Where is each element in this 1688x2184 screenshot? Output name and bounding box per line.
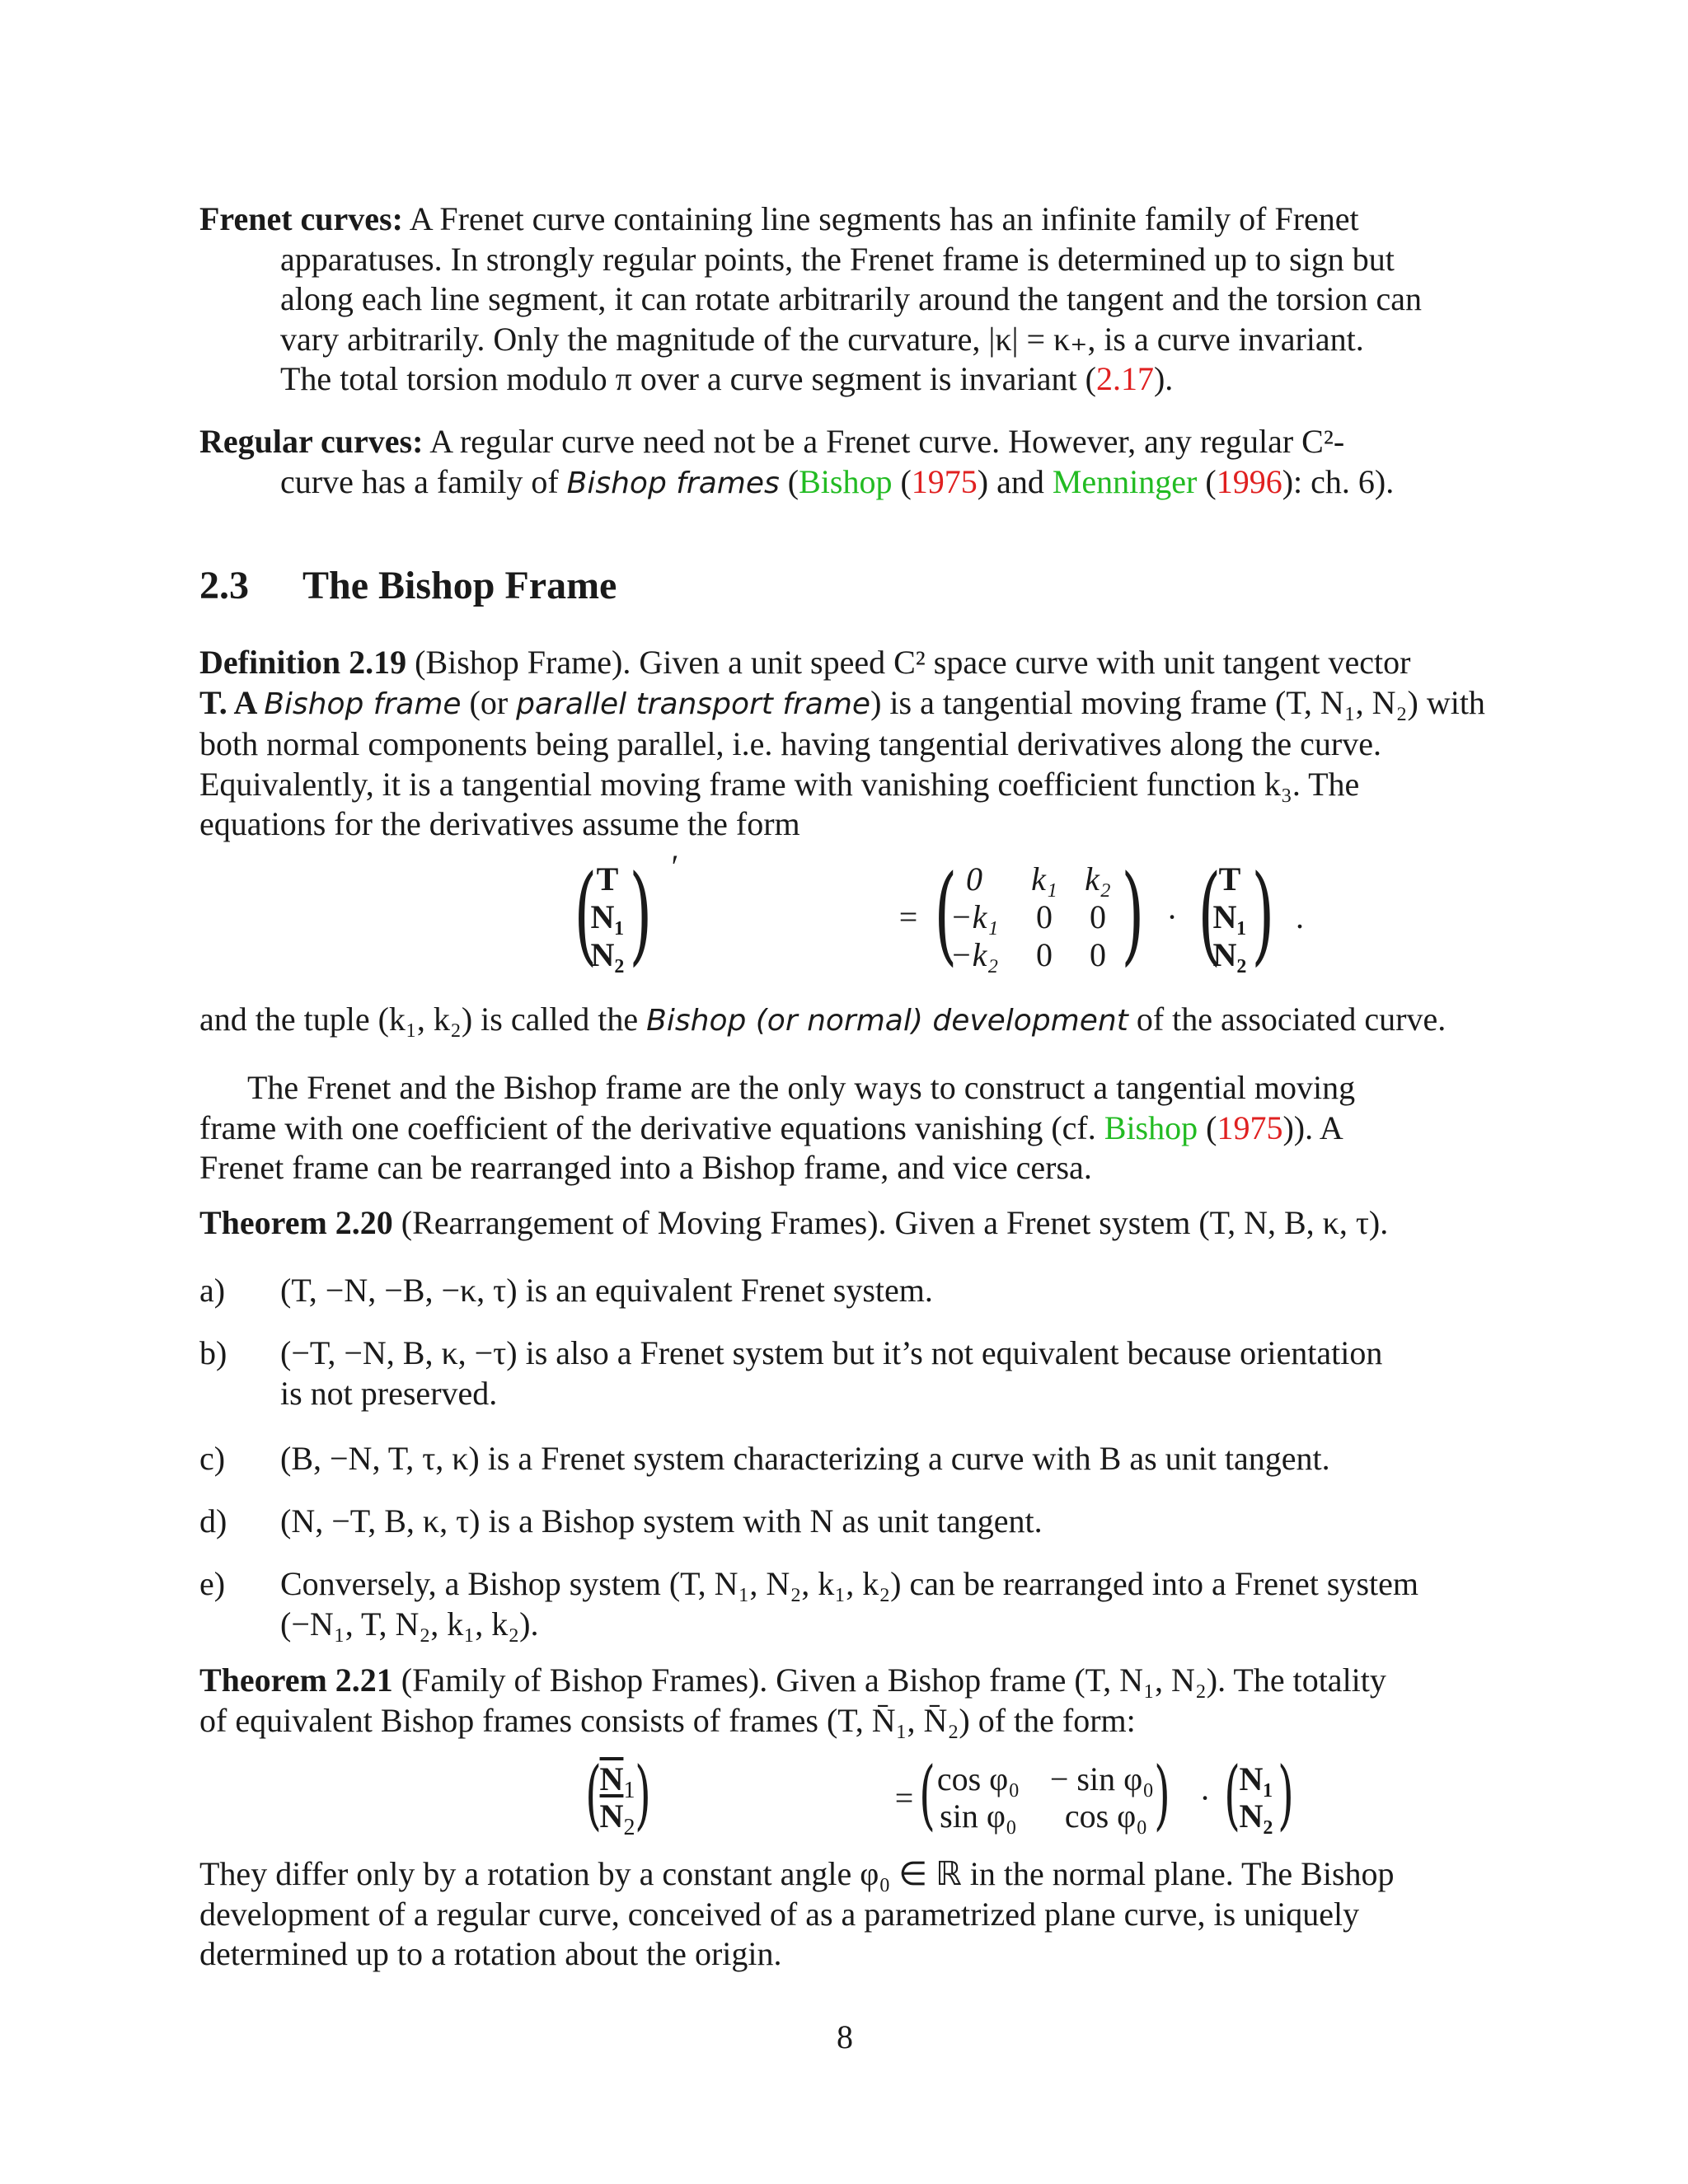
bishop-frame-term: Bishop frame bbox=[264, 687, 462, 721]
regular-line2f: ): ch. 6). bbox=[1282, 462, 1395, 500]
def-after-b: of the associated curve. bbox=[1128, 1001, 1447, 1038]
def-line2a: T. A bbox=[199, 683, 265, 721]
equals-sign: = bbox=[898, 898, 918, 935]
m23: 0 bbox=[1090, 898, 1106, 935]
matrix-left-paren: ( bbox=[934, 851, 958, 977]
item-e-text: Conversely, a Bishop system (T, N₁, N₂, k₁, k₂) can be rearranged into a Frenet system bbox=[280, 1565, 1418, 1602]
year-1975-link-2[interactable]: 1975 bbox=[1217, 1108, 1283, 1146]
def-line2b: (or bbox=[461, 683, 517, 721]
eq2-rhs-N2: N₂ bbox=[1239, 1797, 1273, 1835]
page-number: 8 bbox=[837, 2018, 853, 2055]
item-c-label: c) bbox=[199, 1440, 226, 1477]
regular-line2b: ( bbox=[779, 462, 799, 500]
def-after-a: and the tuple (k₁, k₂) is called the bbox=[199, 1001, 647, 1038]
para-line2a: frame with one coefficient of the derivative equations vanishing (cf. bbox=[199, 1108, 1104, 1146]
para-line3: Frenet frame can be rearranged into a Bishop frame, and vice cersa. bbox=[199, 1149, 1092, 1186]
parallel-transport-term: parallel transport frame bbox=[516, 687, 871, 721]
year-1996-link[interactable]: 1996 bbox=[1216, 462, 1282, 500]
regular-line2d: ) and bbox=[977, 462, 1053, 500]
cite-bishop-link-2[interactable]: Bishop bbox=[1104, 1108, 1198, 1146]
eq2-rhs-right-paren: ) bbox=[1278, 1750, 1294, 1839]
thm221-label: Theorem 2.21 bbox=[199, 1661, 393, 1699]
thm221-after1: They differ only by a rotation by a constant angle φ₀ ∈ ℝ in the normal plane. The Bishop bbox=[199, 1855, 1395, 1892]
eq2-rhs-N1: N₁ bbox=[1239, 1760, 1273, 1797]
thm221-after2: development of a regular curve, conceived of as a parametrized plane curve, is uniquely bbox=[199, 1895, 1360, 1933]
def-line2c: ) is a tangential moving frame (T, N₁, N₂) with bbox=[870, 683, 1485, 721]
item-c-text: (B, −N, T, τ, κ) is a Frenet system characterizing a curve with B as unit tangent. bbox=[280, 1440, 1330, 1477]
item-b-text2: is not preserved. bbox=[280, 1374, 498, 1412]
def-label: Definition 2.19 bbox=[199, 644, 407, 681]
item-e-label: e) bbox=[199, 1565, 226, 1602]
eq2-lhs-N2 bbox=[597, 1797, 638, 1841]
m32: 0 bbox=[1036, 936, 1053, 973]
equation-period: . bbox=[1296, 898, 1304, 935]
ref-2-17-link[interactable]: 2.17 bbox=[1095, 360, 1154, 397]
regular-curves-item bbox=[199, 422, 1490, 504]
eq2-lhs-N2-sub: 2 bbox=[623, 1815, 635, 1840]
para-line2b: ( bbox=[1198, 1108, 1217, 1146]
thm220-text: Given a Frenet system (T, N, B, κ, τ). bbox=[894, 1204, 1389, 1241]
regular-line2e: ( bbox=[1197, 462, 1217, 500]
theorem-2-21 bbox=[199, 1661, 1490, 1741]
bishop-development-term: Bishop (or normal) development bbox=[646, 1004, 1128, 1038]
frenet-line5b: ). bbox=[1153, 360, 1174, 397]
definition-conclusion bbox=[199, 1000, 1490, 1042]
item-b-text: (−T, −N, B, κ, −τ) is also a Frenet system but it’s not equivalent because orientation bbox=[280, 1334, 1383, 1371]
rhs-T: T bbox=[1218, 860, 1241, 898]
bishop-equation bbox=[574, 848, 1316, 981]
eq2-dot: · bbox=[1199, 1779, 1211, 1816]
regular-line1: A regular curve need not be a Frenet curve. However, any regular C²- bbox=[429, 423, 1345, 460]
eq2-m22: cos φ₀ bbox=[1064, 1797, 1148, 1835]
eq2-left-paren: ( bbox=[585, 1750, 602, 1839]
rhs-N2: N₂ bbox=[1212, 936, 1247, 973]
item-a-text: (T, −N, −B, −κ, τ) is an equivalent Frenet system. bbox=[280, 1272, 933, 1309]
para-line2c: )). A bbox=[1282, 1108, 1343, 1146]
frenet-line4: vary arbitrarily. Only the magnitude of the curvature, |κ| = κ₊, is a curve invariant. bbox=[280, 320, 1364, 358]
frenet-line1: A Frenet curve containing line segments has an infinite family of Frenet bbox=[409, 200, 1359, 237]
eq2-m12: − sin φ₀ bbox=[1049, 1760, 1155, 1797]
section-heading bbox=[199, 563, 617, 608]
frenet-label: Frenet curves: bbox=[199, 200, 403, 237]
thm221-line1: Given a Bishop frame (T, N₁, N₂). The totality bbox=[776, 1661, 1386, 1699]
frames-paragraph bbox=[199, 1068, 1490, 1188]
def-line3: both normal components being parallel, i.e. having tangential derivatives along the curve. bbox=[199, 725, 1382, 762]
lhs-T: T bbox=[596, 860, 619, 898]
thm221-after3: determined up to a rotation about the origin. bbox=[199, 1935, 782, 1972]
thm221-title: (Family of Bishop Frames). bbox=[401, 1661, 768, 1699]
cite-menninger-link[interactable]: Menninger bbox=[1052, 462, 1198, 500]
m11: 0 bbox=[966, 860, 982, 898]
eq2-matrix-left-paren: ( bbox=[919, 1750, 935, 1839]
item-d-text: (N, −T, B, κ, τ) is a Bishop system with N as unit tangent. bbox=[280, 1502, 1043, 1540]
m13: k₂ bbox=[1085, 860, 1111, 898]
eq2-lhs-N1-sub: 1 bbox=[623, 1778, 635, 1803]
bishop-frames-term: Bishop frames bbox=[566, 466, 780, 500]
frenet-curves-item bbox=[199, 199, 1490, 400]
item-e-text2: (−N₁, T, N₂, k₁, k₂). bbox=[280, 1605, 539, 1643]
regular-line2c: ( bbox=[892, 462, 912, 500]
frenet-line3: along each line segment, it can rotate arbitrarily around the tangent and the torsion can bbox=[280, 280, 1423, 317]
dot-operator: · bbox=[1166, 898, 1178, 935]
eq2-matrix-right-paren: ) bbox=[1154, 1750, 1170, 1839]
m31: −k₂ bbox=[950, 936, 999, 973]
lhs-N1: N₁ bbox=[590, 898, 625, 935]
m33: 0 bbox=[1090, 936, 1106, 973]
frenet-line5a: The total torsion modulo π over a curve segment is invariant ( bbox=[280, 360, 1096, 397]
cite-bishop-link[interactable]: Bishop bbox=[799, 462, 893, 500]
year-1975-link[interactable]: 1975 bbox=[911, 462, 978, 500]
frenet-line2: apparatuses. In strongly regular points, the Frenet frame is determined up to sign but bbox=[280, 240, 1395, 278]
item-b-body bbox=[280, 1333, 1490, 1413]
right-paren: ) bbox=[629, 851, 653, 977]
def-title: (Bishop Frame). bbox=[415, 644, 631, 681]
definition-2-19 bbox=[199, 643, 1490, 845]
rhs-right-paren: ) bbox=[1251, 851, 1275, 977]
regular-line2a: curve has a family of bbox=[280, 462, 567, 500]
section-title: The Bishop Frame bbox=[302, 564, 617, 607]
regular-label: Regular curves: bbox=[199, 423, 424, 460]
rhs-left-paren: ( bbox=[1198, 851, 1221, 977]
def-line5: equations for the derivatives assume the form bbox=[199, 805, 800, 842]
lhs-N2: N₂ bbox=[590, 936, 625, 973]
rhs-N1: N₁ bbox=[1212, 898, 1247, 935]
eq2-lhs-N1-letter: $\overline{N}$ bbox=[599, 1760, 624, 1797]
theorem-2-20 bbox=[199, 1203, 1490, 1244]
thm221-line2: of equivalent Bishop frames consists of frames (T, N̄₁, N̄₂) of the form: bbox=[199, 1701, 1136, 1739]
prime-mark: ′ bbox=[671, 848, 679, 885]
def-line4: Equivalently, it is a tangential moving frame with vanishing coefficient function k₃. The bbox=[199, 765, 1360, 803]
section-number: 2.3 bbox=[199, 564, 249, 607]
para-line1: The Frenet and the Bishop frame are the only ways to construct a tangential moving bbox=[247, 1069, 1356, 1106]
left-paren: ( bbox=[574, 851, 598, 977]
item-e-body bbox=[280, 1564, 1490, 1644]
rotation-equation bbox=[585, 1750, 1329, 1840]
eq2-m21: sin φ₀ bbox=[940, 1797, 1017, 1835]
item-a-label: a) bbox=[199, 1272, 226, 1309]
item-d-label: d) bbox=[199, 1502, 227, 1540]
matrix-right-paren: ) bbox=[1121, 851, 1145, 977]
thm220-label: Theorem 2.20 bbox=[199, 1204, 393, 1241]
eq2-rhs-left-paren: ( bbox=[1224, 1750, 1240, 1839]
m21: −k₁ bbox=[950, 898, 999, 935]
eq2-lhs-N2-letter: $\overline{N}$ bbox=[599, 1797, 624, 1835]
eq2-equals: = bbox=[894, 1779, 914, 1816]
thm220-title: (Rearrangement of Moving Frames). bbox=[401, 1204, 887, 1241]
thm221-conclusion bbox=[199, 1854, 1490, 1975]
m12: k₁ bbox=[1031, 860, 1057, 898]
eq2-m11: cos φ₀ bbox=[936, 1760, 1020, 1797]
eq2-right-paren: ) bbox=[635, 1750, 651, 1839]
m22: 0 bbox=[1036, 898, 1053, 935]
item-b-label: b) bbox=[199, 1334, 227, 1371]
def-line1: Given a unit speed C² space curve with unit tangent vector bbox=[639, 644, 1411, 681]
